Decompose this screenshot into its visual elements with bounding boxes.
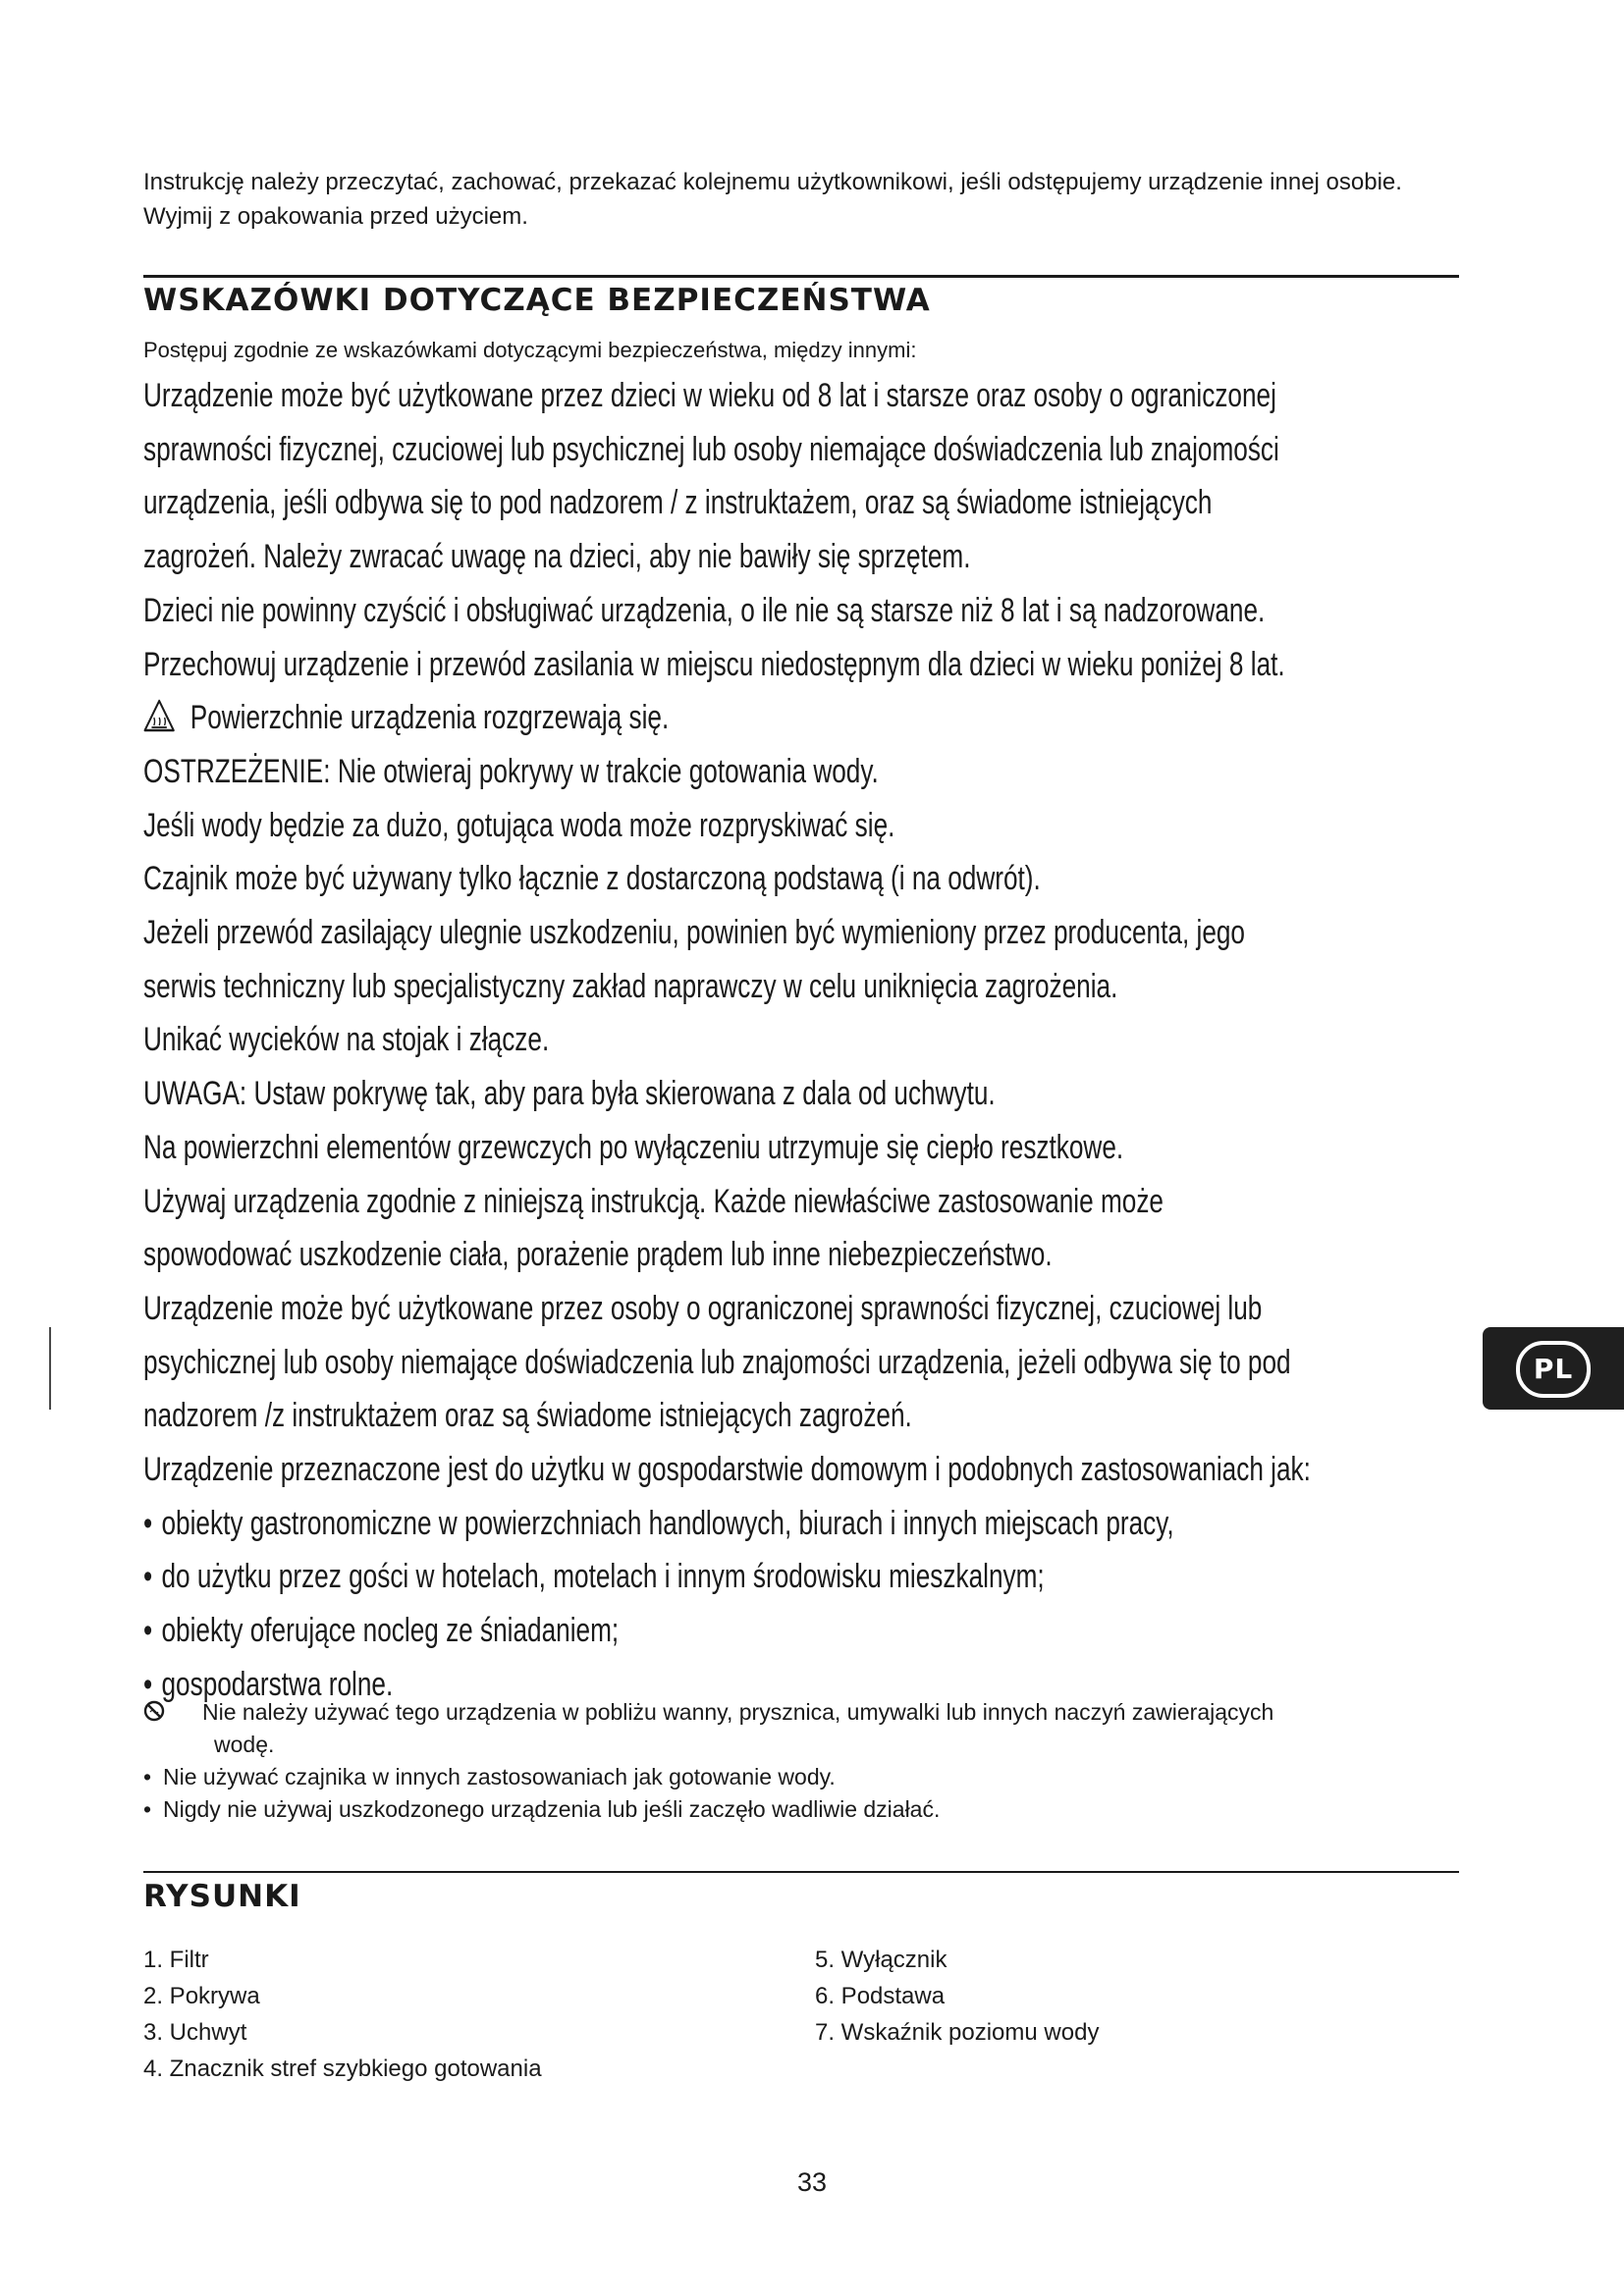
figure-item: 1. Filtr <box>143 1947 209 1973</box>
safety-line: sprawności fizycznej, czuciowej lub psychicznej lub osoby niemające doświadczenia lub znajomości <box>143 430 1279 468</box>
safety-line: Na powierzchni elementów grzewczych po wyłączeniu utrzymuje się ciepło resztkowe. <box>143 1128 1124 1166</box>
figures-list-left <box>143 1942 542 2087</box>
figure-item: 5. Wyłącznik <box>815 1947 947 1973</box>
prohibition-text-cont: wodę. <box>214 1732 275 1757</box>
intro-text: Instrukcję należy przeczytać, zachować, przekazać kolejnemu użytkownikowi, jeśli odstępujemy urządzenie innej osobie. Wyjmij z opakowania przed użyciem. <box>143 169 1402 230</box>
safety-line: OSTRZEŻENIE: Nie otwieraj pokrywy w trakcie gotowania wody. <box>143 752 879 790</box>
safety-line: Dzieci nie powinny czyścić i obsługiwać urządzenia, o ile nie są starsze niż 8 lat i są nadzorowane. <box>143 591 1266 629</box>
use-list-item: • obiekty oferujące nocleg ze śniadaniem; <box>143 1604 1171 1658</box>
hot-surface-text: Powierzchnie urządzenia rozgrzewają się. <box>189 699 670 737</box>
small-bullet-item: • Nigdy nie używaj uszkodzonego urządzenia lub jeśli zaczęło wadliwie działać. <box>143 1793 1459 1826</box>
bullet-mark: • <box>143 1764 152 1789</box>
bullet-mark: • <box>143 1558 153 1596</box>
safety-line: Urządzenie może być użytkowane przez dzieci w wieku od 8 lat i starsze oraz osoby o ograniczonej <box>143 377 1276 414</box>
safety-line: Urządzenie może być użytkowane przez osoby o ograniczonej sprawności fizycznej, czuciowej lub <box>143 1289 1263 1327</box>
bullet-mark: • <box>143 1612 153 1650</box>
safety-line: Jeśli wody będzie za dużo, gotująca woda może rozpryskiwać się. <box>143 806 895 844</box>
hot-surface-line <box>143 691 1171 745</box>
safety-line: UWAGA: Ustaw pokrywę tak, aby para była skierowana z dala od uchwytu. <box>143 1075 996 1113</box>
safety-line: serwis techniczny lub specjalistyczny zakład naprawczy w celu uniknięcia zagrożenia. <box>143 967 1118 1005</box>
safety-line: nadzorem /z instruktażem oraz są świadome istniejących zagrożeń. <box>143 1397 912 1435</box>
safety-heading: WSKAZÓWKI DOTYCZĄCE BEZPIECZEŃSTWA <box>143 283 931 318</box>
figure-item: 7. Wskaźnik poziomu wody <box>815 2019 1100 2046</box>
section-rule-safety <box>143 275 1459 278</box>
safety-lead: Postępuj zgodnie ze wskazówkami dotyczącymi bezpieczeństwa, między innymi: <box>143 338 917 362</box>
safety-line: Używaj urządzenia zgodnie z niniejszą instrukcją. Każde niewłaściwe zastosowanie może <box>143 1182 1164 1220</box>
figures-list-right <box>815 1942 1099 2051</box>
safety-line: Przechowuj urządzenie i przewód zasilania w miejscu niedostępnym dla dzieci w wieku poniżej 8 lat. <box>143 645 1285 683</box>
language-tab <box>1483 1327 1624 1410</box>
use-list-item: • obiekty gastronomiczne w powierzchniach handlowych, biurach i innych miejscach pracy, <box>143 1497 1171 1551</box>
small-notes <box>143 1696 1459 1826</box>
safety-line: Jeżeli przewód zasilający ulegnie uszkodzeniu, powinien być wymieniony przez producenta, jego <box>143 914 1245 952</box>
language-badge: PL <box>1516 1341 1591 1398</box>
small-bullet-item: • Nie używać czajnika w innych zastosowaniach jak gotowanie wody. <box>143 1761 1459 1793</box>
bullet-mark: • <box>143 1504 153 1542</box>
figure-item: 6. Podstawa <box>815 1983 946 2009</box>
figures-heading: RYSUNKI <box>143 1879 301 1914</box>
use-list-item: • gospodarstwa rolne. <box>143 1658 1171 1712</box>
section-rule-figures <box>143 1871 1459 1873</box>
safety-line: Unikać wycieków na stojak i złącze. <box>143 1021 550 1059</box>
safety-line: spowodować uszkodzenie ciała, porażenie prądem lub inne niebezpieczeństwo. <box>143 1236 1053 1274</box>
safety-body <box>143 369 1479 1712</box>
safety-line: zagrożeń. Należy zwracać uwagę na dzieci, aby nie bawiły się sprzętem. <box>143 538 971 576</box>
figure-item: 3. Uchwyt <box>143 2019 247 2046</box>
margin-marker <box>49 1327 51 1410</box>
bullet-mark: • <box>143 1665 153 1703</box>
safety-line: Urządzenie przeznaczone jest do użytku w gospodarstwie domowym i podobnych zastosowaniach jak: <box>143 1451 1311 1489</box>
prohibition-text: Nie należy używać tego urządzenia w pobliżu wanny, prysznica, umywalki lub innych naczyń zawierających <box>202 1699 1274 1725</box>
safety-line: urządzenia, jeśli odbywa się to pod nadzorem / z instruktażem, oraz są świadome istniejących <box>143 484 1213 522</box>
prohibition-note <box>143 1696 1459 1761</box>
use-list-item: • do użytku przez gości w hotelach, motelach i innym środowisku mieszkalnym; <box>143 1550 1171 1604</box>
hot-surface-warning-icon <box>143 695 175 728</box>
figure-item: 4. Znacznik stref szybkiego gotowania <box>143 2056 542 2082</box>
figure-item: 2. Pokrywa <box>143 1983 260 2009</box>
prohibition-icon <box>143 1700 165 1722</box>
bullet-mark: • <box>143 1796 152 1822</box>
safety-line: Czajnik może być używany tylko łącznie z dostarczoną podstawą (i na odwrót). <box>143 860 1041 898</box>
page-number: 33 <box>796 2167 828 2197</box>
safety-line: psychicznej lub osoby niemające doświadczenia lub znajomości urządzenia, jeżeli odbywa się to pod <box>143 1343 1291 1381</box>
